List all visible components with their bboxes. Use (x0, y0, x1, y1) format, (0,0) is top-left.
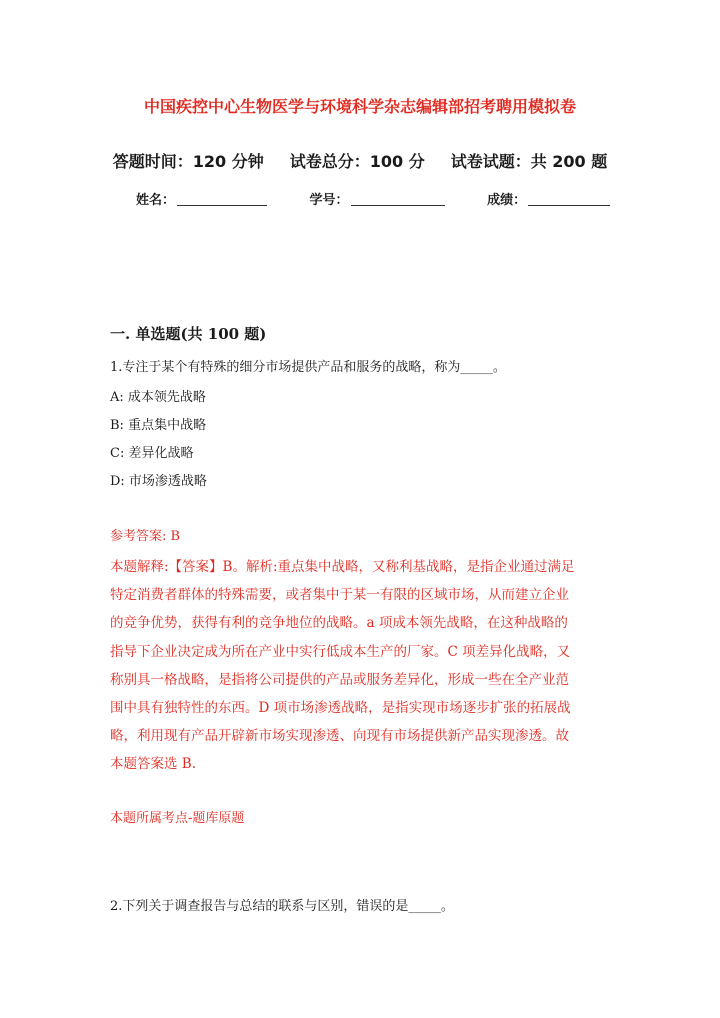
explanation-line: 称别具一格战略，是指将公司提供的产品或服务差异化，形成一些在全产业范 (110, 671, 569, 688)
exam-time: 答题时间：120 分钟 (112, 152, 264, 171)
name-field (136, 189, 267, 208)
question-1-option-b: B: 重点集中战略 (110, 418, 207, 433)
question-2-stem: 2.下列关于调查报告与总结的联系与区别，错误的是_____。 (110, 899, 454, 914)
question-1-option-a: A: 成本领先战略 (110, 390, 206, 405)
exam-title: 中国疾控中心生物医学与环境科学杂志编辑部招考聘用模拟卷 (143, 97, 576, 116)
question-1-answer: 参考答案: B (110, 529, 181, 544)
exam-meta (0, 149, 720, 172)
explanation-line: 指导下企业决定成为所在产业中实行低成本生产的厂家。C 项差异化战略，又 (110, 643, 571, 660)
explanation-line: 本题解释:【答案】B。解析:重点集中战略，又称利基战略，是指企业通过满足 (110, 559, 575, 575)
question-1-option-d: D: 市场渗透战略 (110, 474, 207, 489)
score-label: 成绩： (487, 193, 527, 208)
section-heading: 一. 单选题(共 100 题) (110, 325, 267, 343)
student-id-field (310, 189, 445, 208)
explanation-line: 略，利用现有产品开辟新市场实现渗透、向现有市场提供新产品实现渗透。故 (110, 728, 569, 745)
explanation-line: 围中具有独特性的东西。D 项市场渗透战略，是指实现市场逐步扩张的拓展战 (110, 700, 571, 717)
explanation-line: 本题答案选 B. (110, 756, 197, 773)
explanation-line: 特定消费者群体的特殊需要，或者集中于某一有限的区域市场，从而建立企业 (110, 587, 569, 604)
student-id-label: 学号： (309, 193, 349, 208)
name-label: 姓名： (136, 193, 176, 208)
question-1-stem: 1.专注于某个有特殊的细分市场提供产品和服务的战略，称为_____。 (110, 360, 506, 375)
exam-total-questions: 试卷试题：共 200 题 (450, 152, 608, 171)
question-1-option-c: C: 差异化战略 (110, 446, 194, 461)
question-1-source: 本题所属考点-题库原题 (110, 811, 245, 826)
student-id-blank[interactable] (351, 193, 445, 206)
explanation-line: 的竞争优势，获得有利的竞争地位的战略。a 项成本领先战略，在这种战略的 (110, 615, 568, 632)
exam-total-score: 试卷总分：100 分 (289, 152, 425, 171)
score-blank[interactable] (528, 193, 610, 206)
student-info (136, 189, 610, 208)
score-field (487, 189, 610, 208)
name-blank[interactable] (177, 193, 267, 206)
question-1-explanation (110, 553, 610, 779)
